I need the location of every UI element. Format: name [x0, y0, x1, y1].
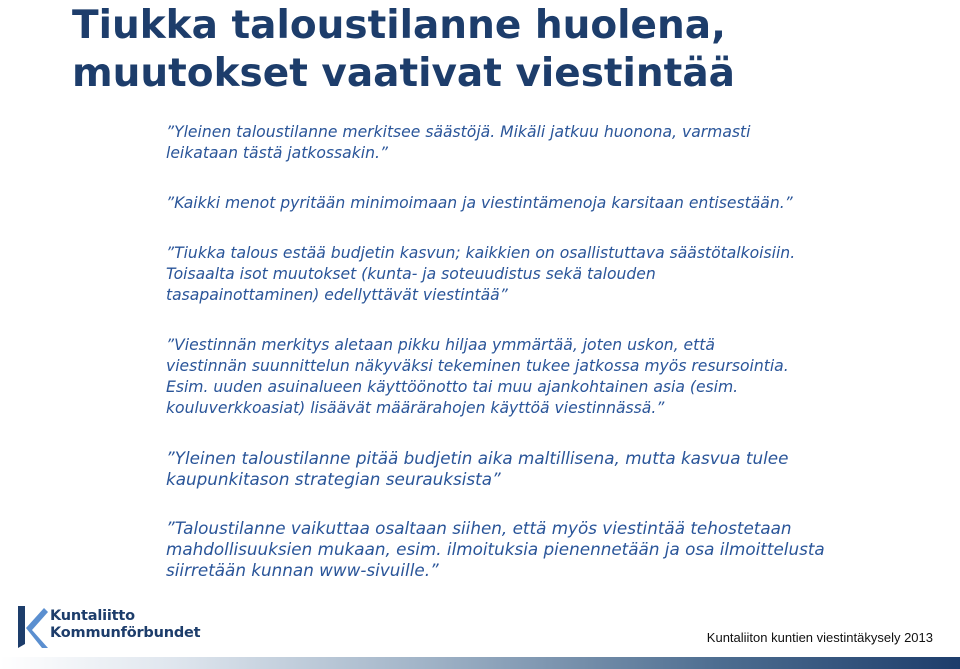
bottom-gradient-bar [0, 657, 960, 669]
quote-line: ”Yleinen taloustilanne pitää budjetin aika maltillisena, mutta kasvua tulee [166, 448, 789, 468]
quote-line: viestinnän suunnittelun näkyväksi tekeminen tukee jatkossa myös resursointia. [166, 357, 789, 375]
quote-line: kaupunkitason strategian seurauksista” [166, 469, 501, 489]
quote-line: kouluverkkoasiat) lisäävät määrärahojen käyttöä viestinnässä.” [166, 399, 665, 417]
quote-4 [166, 335, 789, 419]
quote-line: siirretään kunnan www-sivuille.” [166, 560, 439, 580]
quote-line: mahdollisuuksien mukaan, esim. ilmoituksia pienennetään ja osa ilmoittelusta [166, 539, 825, 559]
quote-line: ”Yleinen taloustilanne merkitsee säästöjä. Mikäli jatkuu huonona, varmasti [166, 123, 751, 141]
quote-line: Esim. uuden asuinalueen käyttöönotto tai muu ajankohtainen asia (esim. [166, 378, 739, 396]
quote-line: tasapainottaminen) edellyttävät viestintää” [166, 286, 508, 304]
quote-1 [166, 122, 750, 164]
logo-mark-dark [18, 606, 25, 648]
logo-mark-light [26, 608, 48, 648]
title-line-1: Tiukka taloustilanne huolena, [72, 3, 726, 48]
quote-line: ”Viestinnän merkitys aletaan pikku hiljaa ymmärtää, joten uskon, että [166, 336, 715, 354]
quote-line: Toisaalta isot muutokset (kunta- ja soteuudistus sekä talouden [166, 265, 656, 283]
logo-line-2: Kommunförbundet [50, 625, 201, 641]
quote-3 [166, 243, 795, 306]
slide-title [72, 2, 735, 98]
footer-source: Kuntaliiton kuntien viestintäkysely 2013 [706, 630, 933, 645]
quote-6 [166, 518, 825, 581]
quote-line: ”Taloustilanne vaikuttaa osaltaan siihen, että myös viestintää tehostetaan [166, 518, 792, 538]
quote-2 [166, 193, 793, 214]
quote-line: ”Kaikki menot pyritään minimoimaan ja viestintämenoja karsitaan entisestään.” [166, 194, 793, 212]
quote-5 [166, 448, 788, 490]
title-line-2: muutokset vaativat viestintää [72, 51, 735, 96]
logo-wordmark [50, 608, 200, 642]
quote-line: ”Tiukka talous estää budjetin kasvun; kaikkien on osallistuttava säästötalkoisiin. [166, 244, 796, 262]
logo-line-1: Kuntaliitto [50, 608, 135, 624]
quote-line: leikataan tästä jatkossakin.” [166, 144, 388, 162]
